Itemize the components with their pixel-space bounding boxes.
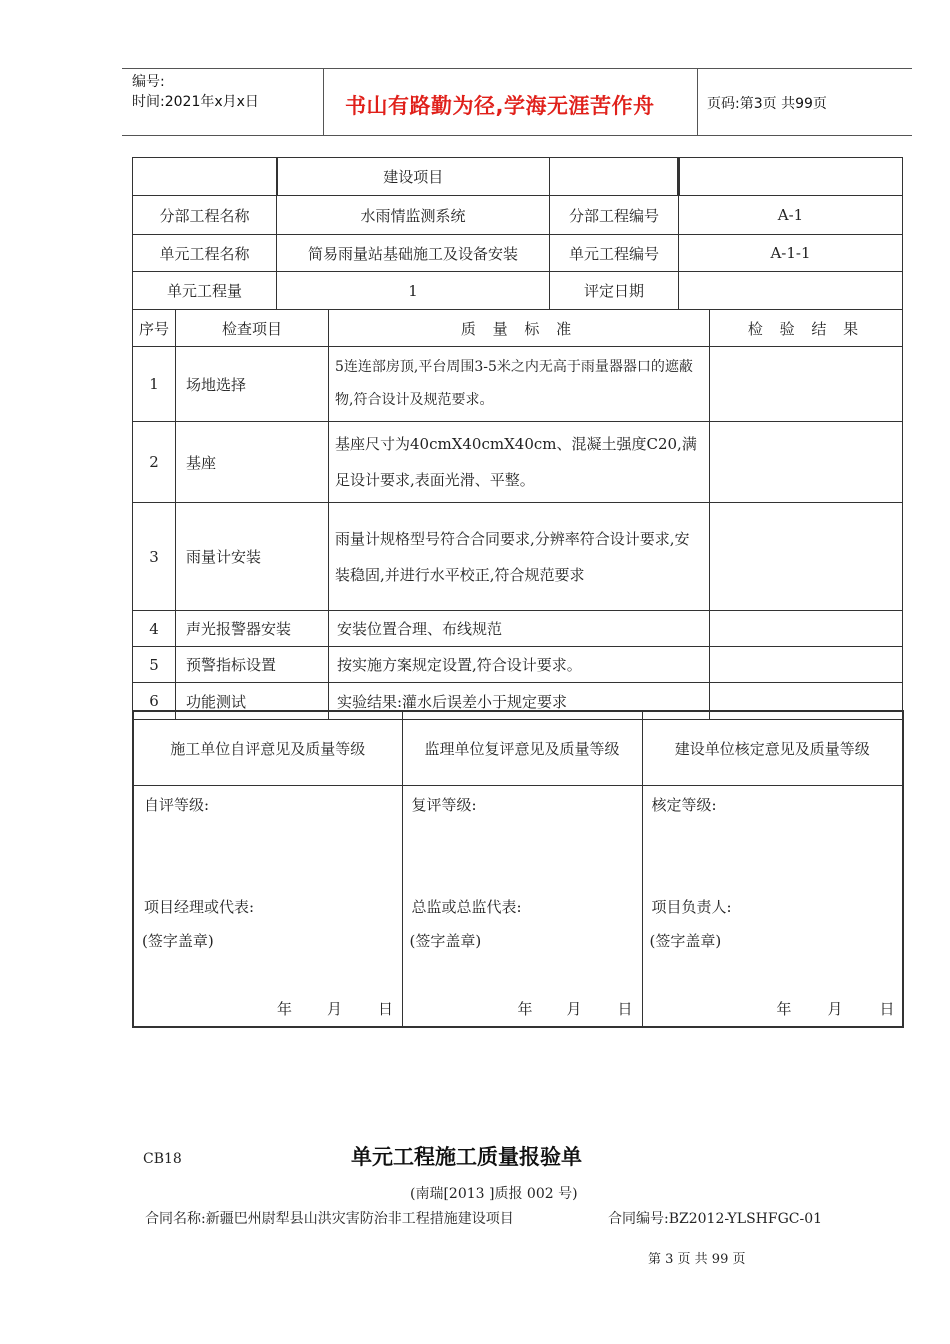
info-row: [133, 196, 903, 235]
opinion-title-owner: 建设单位核定意见及质量等级: [642, 711, 903, 785]
column-header-item: 检查项目: [176, 310, 329, 347]
date-month: 月: [327, 999, 343, 1018]
item-name: 预警指标设置: [176, 647, 329, 683]
opinion-sign-row: [133, 785, 903, 1027]
header-bottom-rule: [122, 135, 912, 136]
project-leader-label: 项目负责人:: [651, 897, 732, 916]
form-reference: (南瑞[2013 ]质报 002 号): [410, 1186, 578, 1202]
supervisor-sign-cell: [402, 785, 642, 1027]
header-motto: 书山有路勤为径,学海无涯苦作舟: [345, 94, 655, 118]
info-value: 水雨情监测系统: [277, 196, 550, 235]
seal-label: (签字盖章): [142, 931, 214, 950]
table-row: [133, 503, 903, 611]
info-label: 评定日期: [550, 272, 679, 310]
opinion-title-contractor: 施工单位自评意见及质量等级: [133, 711, 402, 785]
header-divider-right: [697, 68, 698, 136]
info-label: [133, 158, 277, 196]
approve-grade-label: 核定等级:: [651, 795, 717, 814]
form-code: CB18: [143, 1151, 182, 1167]
info-value: [679, 272, 903, 310]
chief-supervisor-label: 总监或总监代表:: [411, 897, 522, 916]
item-seq: 3: [133, 503, 176, 611]
project-info-table: [132, 157, 903, 310]
date-day: 日: [879, 999, 895, 1018]
info-value: 建设项目: [277, 158, 550, 196]
info-label: 分部工程名称: [133, 196, 277, 235]
item-seq: 1: [133, 347, 176, 422]
date-month: 月: [566, 999, 582, 1018]
item-seq: 5: [133, 647, 176, 683]
item-standard: 安装位置合理、布线规范: [329, 611, 710, 647]
date-month: 月: [827, 999, 843, 1018]
table-row: [133, 422, 903, 503]
item-seq: 2: [133, 422, 176, 503]
info-value: 1: [277, 272, 550, 310]
review-grade-label: 复评等级:: [411, 795, 477, 814]
column-header-standard: 质 量 标 准: [329, 310, 710, 347]
header-time-label: 时间:2021年x月x日: [132, 94, 259, 110]
item-standard: 基座尺寸为40cmX40cmX40cm、混凝土强度C20,满足设计要求,表面光滑、平整。: [329, 422, 710, 503]
info-label: [550, 158, 679, 196]
column-header-result: 检 验 结 果: [710, 310, 903, 347]
item-name: 雨量计安装: [176, 503, 329, 611]
info-value: A-1-1: [679, 235, 903, 272]
date-day: 日: [617, 999, 633, 1018]
info-row: [133, 158, 903, 196]
contract-name: 合同名称:新疆巴州尉犁县山洪灾害防治非工程措施建设项目: [145, 1211, 514, 1227]
item-name: 声光报警器安装: [176, 611, 329, 647]
item-name: 功能测试: [176, 683, 329, 720]
date-day: 日: [378, 999, 394, 1018]
item-standard: 实验结果:灌水后误差小于规定要求: [329, 683, 710, 720]
seal-label: (签字盖章): [409, 931, 482, 950]
inspection-table: [132, 309, 903, 720]
contractor-sign-cell: [133, 785, 402, 1027]
item-seq: 4: [133, 611, 176, 647]
item-result: [710, 503, 903, 611]
column-header-seq: 序号: [133, 310, 176, 347]
contract-number: 合同编号:BZ2012-YLSHFGC-01: [608, 1211, 823, 1227]
item-result: [710, 647, 903, 683]
item-standard: 5连连部房顶,平台周围3-5米之内无高于雨量器器口的遮蔽物,符合设计及规范要求。: [329, 347, 710, 422]
header-top-rule: [122, 68, 912, 69]
info-label: 单元工程名称: [133, 235, 277, 272]
header-divider-left: [323, 68, 324, 136]
table-row: [133, 611, 903, 647]
form-title: 单元工程施工质量报验单: [351, 1145, 582, 1169]
info-row: [133, 272, 903, 310]
item-result: [710, 422, 903, 503]
item-name: 基座: [176, 422, 329, 503]
info-label: 分部工程编号: [550, 196, 679, 235]
item-standard: 按实施方案规定设置,符合设计要求。: [329, 647, 710, 683]
item-name: 场地选择: [176, 347, 329, 422]
info-label: 单元工程编号: [550, 235, 679, 272]
opinion-title-row: [133, 711, 903, 785]
self-grade-label: 自评等级:: [144, 795, 210, 814]
project-manager-label: 项目经理或代表:: [144, 897, 255, 916]
info-value: 简易雨量站基础施工及设备安装: [277, 235, 550, 272]
opinion-title-supervisor: 监理单位复评意见及质量等级: [402, 711, 642, 785]
date-year: 年: [776, 999, 792, 1018]
date-year: 年: [517, 999, 533, 1018]
owner-sign-cell: [642, 785, 903, 1027]
table-row: [133, 347, 903, 422]
seal-label: (签字盖章): [649, 931, 722, 950]
item-standard: 雨量计规格型号符合合同要求,分辨率符合设计要求,安装稳固,并进行水平校正,符合规范要求: [329, 503, 710, 611]
opinion-table: [132, 710, 904, 1028]
info-row: [133, 235, 903, 272]
info-value: [679, 158, 903, 196]
item-result: [710, 347, 903, 422]
info-label: 单元工程量: [133, 272, 277, 310]
header-page-label: 页码:第3页 共99页: [707, 96, 827, 112]
date-year: 年: [277, 999, 293, 1018]
item-result: [710, 611, 903, 647]
inspection-header-row: [133, 310, 903, 347]
page-number: 第 3 页 共 99 页: [648, 1252, 746, 1267]
item-seq: 6: [133, 683, 176, 720]
header-code-label: 编号:: [132, 74, 165, 90]
table-row: [133, 647, 903, 683]
info-value: A-1: [679, 196, 903, 235]
